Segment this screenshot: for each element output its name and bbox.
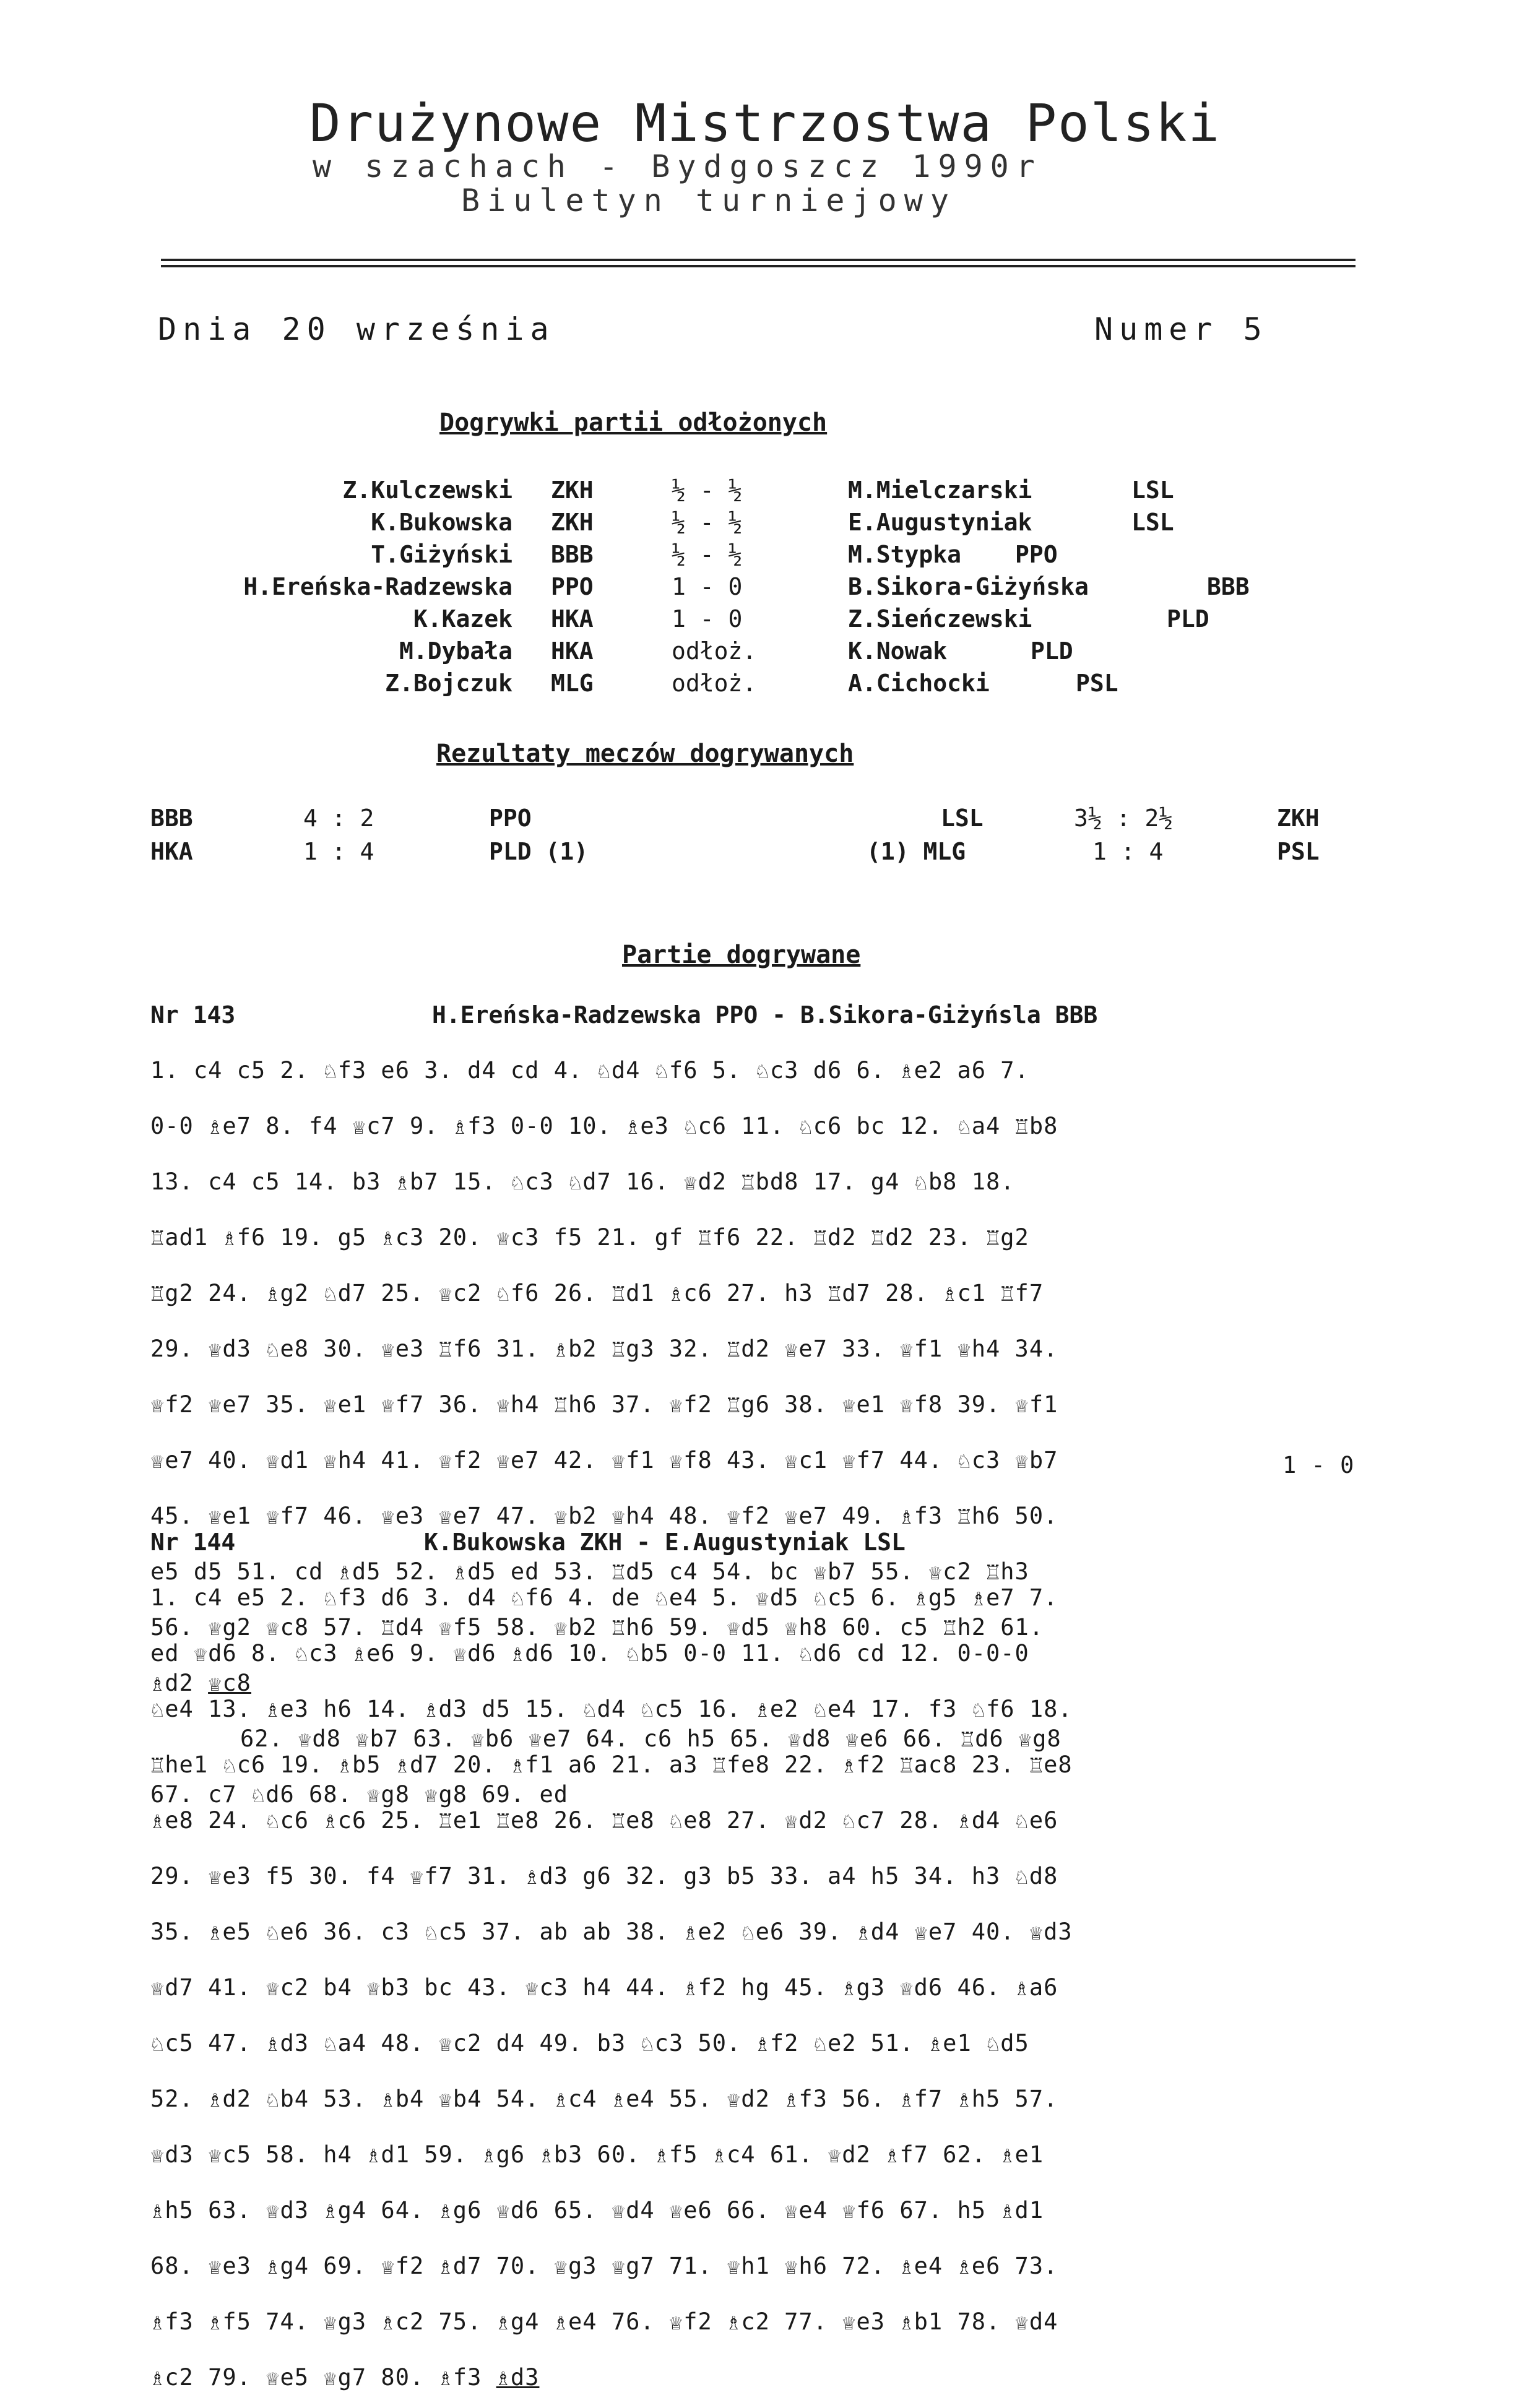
sealed-move: ♗d3 bbox=[496, 2364, 540, 2391]
adjourned-white-player: Z.Kulczewski bbox=[342, 477, 512, 504]
adjourned-black-player: K.Nowak bbox=[848, 637, 948, 665]
move-line: ♗c2 79. ♕e5 ♕g7 80. ♗f3 ♗d3 bbox=[150, 2364, 540, 2391]
move-line: ♖ad1 ♗f6 19. g5 ♗c3 20. ♕c3 f5 21. gf ♖f6 22. ♖d2 ♖d2 23. ♖g2 bbox=[150, 1224, 1029, 1251]
match-score: 3½ : 2½ bbox=[1074, 805, 1174, 832]
sealed-move: ♕c8 bbox=[208, 1670, 251, 1696]
adjourned-result: ½ - ½ bbox=[672, 541, 743, 568]
game-players: H.Ereńska-Radzewska PPO - B.Sikora-Giżyńsla BBB bbox=[432, 1001, 1098, 1029]
adjourned-black-team: LSL bbox=[1131, 509, 1174, 536]
move-line: ♕d3 ♕c5 58. h4 ♗d1 59. ♗g6 ♗b3 60. ♗f5 ♗c4 61. ♕d2 ♗f7 62. ♗e1 bbox=[150, 2141, 1044, 2168]
adjourned-result: odłoż. bbox=[672, 670, 757, 697]
move-line: ♗f3 ♗f5 74. ♕g3 ♗c2 75. ♗g4 ♗e4 76. ♕f2 ♗c2 77. ♕e3 ♗b1 78. ♕d4 bbox=[150, 2308, 1058, 2335]
adjourned-black-player: B.Sikora-Giżyńska bbox=[848, 573, 1089, 600]
adjourned-white-team: HKA bbox=[551, 605, 594, 632]
move-line: 52. ♗d2 ♘b4 53. ♗b4 ♕b4 54. ♗c4 ♗e4 55. ♕d2 ♗f3 56. ♗f7 ♗h5 57. bbox=[150, 2086, 1058, 2112]
adjourned-black-team: BBB bbox=[1207, 573, 1250, 600]
adjourned-black-player: M.Stypka bbox=[848, 541, 962, 568]
match-team-d: PSL bbox=[1277, 838, 1320, 865]
issue-number: Numer 5 bbox=[1094, 311, 1268, 347]
move-line: e5 d5 51. cd ♗d5 52. ♗d5 ed 53. ♖d5 c4 54. bc ♕b7 55. ♕c2 ♖h3 bbox=[150, 1558, 1029, 1585]
move-line: 62. ♕d8 ♕b7 63. ♕b6 ♕e7 64. c6 h5 65. ♕d8 ♕e6 66. ♖d6 ♕g8 bbox=[240, 1725, 1062, 1752]
adjourned-black-player: A.Cichocki bbox=[848, 670, 990, 697]
issue-date: Dnia 20 września bbox=[158, 311, 555, 347]
adjourned-black-team: PPO bbox=[1015, 541, 1058, 568]
adjourned-white-player: K.Bukowska bbox=[371, 509, 512, 536]
move-line: 35. ♗e5 ♘e6 36. c3 ♘c5 37. ab ab 38. ♗e2 ♘e6 39. ♗d4 ♕e7 40. ♕d3 bbox=[150, 1918, 1073, 1945]
move-line: ♗h5 63. ♕d3 ♗g4 64. ♗g6 ♕d6 65. ♕d4 ♕e6 66. ♕e4 ♕f6 67. h5 ♗d1 bbox=[150, 2197, 1044, 2224]
move-line: 68. ♕e3 ♗g4 69. ♕f2 ♗d7 70. ♕g3 ♕g7 71. ♕h1 ♕h6 72. ♗e4 ♗e6 73. bbox=[150, 2253, 1058, 2279]
game-number: Nr 143 bbox=[150, 1001, 236, 1029]
matches-heading: Rezultaty meczów dogrywanych bbox=[436, 740, 854, 768]
move-line: 67. c7 ♘d6 68. ♕g8 ♕g8 69. ed bbox=[150, 1781, 569, 1808]
move-line: 0-0 ♗e7 8. f4 ♕c7 9. ♗f3 0-0 10. ♗e3 ♘c6 11. ♘c6 bc 12. ♘a4 ♖b8 bbox=[150, 1113, 1058, 1139]
move-line: ♕f2 ♕e7 35. ♕e1 ♕f7 36. ♕h4 ♖h6 37. ♕f2 ♖g6 38. ♕e1 ♕f8 39. ♕f1 bbox=[150, 1391, 1058, 1418]
adjourned-white-team: HKA bbox=[551, 637, 594, 665]
match-team-a: BBB bbox=[150, 805, 193, 832]
adjourned-result: 1 - 0 bbox=[672, 573, 743, 600]
bulletin-subtitle-type: Biuletyn turniejowy bbox=[461, 183, 956, 218]
bulletin-title: Drużynowe Mistrzostwa Polski bbox=[309, 93, 1221, 153]
adjourned-white-player: Z.Bojczuk bbox=[385, 670, 512, 697]
adjourned-black-player: Z.Sieńczewski bbox=[848, 605, 1032, 632]
move-line: 13. c4 c5 14. b3 ♗b7 15. ♘c3 ♘d7 16. ♕d2 ♖bd8 17. g4 ♘b8 18. bbox=[150, 1168, 1015, 1195]
move-line: ♗d2 ♕c8 bbox=[150, 1670, 251, 1696]
adjourned-heading: Dogrywki partii odłożonych bbox=[439, 408, 828, 437]
adjourned-result: ½ - ½ bbox=[672, 477, 743, 504]
move-line: ♕d7 41. ♕c2 b4 ♕b3 bc 43. ♕c3 h4 44. ♗f2 hg 45. ♗g3 ♕d6 46. ♗a6 bbox=[150, 1974, 1058, 2001]
adjourned-white-team: MLG bbox=[551, 670, 594, 697]
adjourned-white-team: BBB bbox=[551, 541, 594, 568]
adjourned-black-team: PLD bbox=[1031, 637, 1073, 665]
move-line: 29. ♕d3 ♘e8 30. ♕e3 ♖f6 31. ♗b2 ♖g3 32. ♖d2 ♕e7 33. ♕f1 ♕h4 34. bbox=[150, 1336, 1058, 1362]
bulletin-subtitle-location: w szachach - Bydgoszcz 1990r bbox=[313, 149, 1042, 184]
move-line: 45. ♕e1 ♕f7 46. ♕e3 ♕e7 47. ♕b2 ♕h4 48. ♕f2 ♕e7 49. ♗f3 ♖h6 50. bbox=[150, 1503, 1058, 1529]
header-divider-bottom bbox=[161, 265, 1356, 267]
adjourned-white-player: H.Ereńska-Radzewska bbox=[243, 573, 512, 600]
move-line: ♖g2 24. ♗g2 ♘d7 25. ♕c2 ♘f6 26. ♖d1 ♗c6 27. h3 ♖d7 28. ♗c1 ♖f7 bbox=[150, 1280, 1044, 1306]
adjourned-white-player: T.Giżyński bbox=[371, 541, 512, 568]
adjourned-black-team: PSL bbox=[1076, 670, 1118, 697]
move-line: ♘c5 47. ♗d3 ♘a4 48. ♕c2 d4 49. b3 ♘c3 50. ♗f2 ♘e2 51. ♗e1 ♘d5 bbox=[150, 2030, 1029, 2056]
match-team-b: PPO bbox=[489, 805, 532, 832]
match-team-c: LSL bbox=[941, 805, 984, 832]
header-divider-top bbox=[161, 259, 1356, 261]
games-heading: Partie dogrywane bbox=[622, 941, 861, 969]
adjourned-black-player: E.Augustyniak bbox=[848, 509, 1032, 536]
move-line: ♘e4 13. ♗e3 h6 14. ♗d3 d5 15. ♘d4 ♘c5 16. ♗e2 ♘e4 17. f3 ♘f6 18. bbox=[150, 1696, 1073, 1722]
adjourned-black-team: LSL bbox=[1131, 477, 1174, 504]
adjourned-white-player: M.Dybała bbox=[399, 637, 512, 665]
adjourned-white-team: ZKH bbox=[551, 477, 594, 504]
move-line: 29. ♕e3 f5 30. f4 ♕f7 31. ♗d3 g6 32. g3 b5 33. a4 h5 34. h3 ♘d8 bbox=[150, 1863, 1058, 1889]
move-line: ♕e7 40. ♕d1 ♕h4 41. ♕f2 ♕e7 42. ♕f1 ♕f8 43. ♕c1 ♕f7 44. ♘c3 ♕b7 bbox=[150, 1447, 1058, 1474]
move-line: 1. c4 e5 2. ♘f3 d6 3. d4 ♘f6 4. de ♘e4 5. ♕d5 ♘c5 6. ♗g5 ♗e7 7. bbox=[150, 1584, 1058, 1611]
game-number: Nr 144 bbox=[150, 1529, 236, 1556]
move-line: ed ♕d6 8. ♘c3 ♗e6 9. ♕d6 ♗d6 10. ♘b5 0-0 11. ♘d6 cd 12. 0-0-0 bbox=[150, 1640, 1029, 1667]
game-players: K.Bukowska ZKH - E.Augustyniak LSL bbox=[424, 1529, 906, 1556]
game-moves bbox=[150, 1561, 1388, 2408]
move-line: ♗e8 24. ♘c6 ♗c6 25. ♖e1 ♖e8 26. ♖e8 ♘e8 27. ♕d2 ♘c7 28. ♗d4 ♘e6 bbox=[150, 1807, 1058, 1834]
match-score: 1 : 4 bbox=[303, 838, 374, 865]
match-score: 1 : 4 bbox=[1092, 838, 1164, 865]
move-line: ♖he1 ♘c6 19. ♗b5 ♗d7 20. ♗f1 a6 21. a3 ♖fe8 22. ♗f2 ♖ac8 23. ♖e8 bbox=[150, 1751, 1073, 1778]
adjourned-result: 1 - 0 bbox=[672, 605, 743, 632]
adjourned-white-team: ZKH bbox=[551, 509, 594, 536]
adjourned-result: odłoż. bbox=[672, 637, 757, 665]
match-team-a: HKA bbox=[150, 838, 193, 865]
match-score: 4 : 2 bbox=[303, 805, 374, 832]
adjourned-black-team: PLD bbox=[1167, 605, 1209, 632]
adjourned-black-player: M.Mielczarski bbox=[848, 477, 1032, 504]
game-result: 1 - 0 bbox=[1282, 1452, 1355, 1478]
adjourned-white-player: K.Kazek bbox=[413, 605, 512, 632]
move-line: 1. c4 c5 2. ♘f3 e6 3. d4 cd 4. ♘d4 ♘f6 5. ♘c3 d6 6. ♗e2 a6 7. bbox=[150, 1057, 1029, 1084]
match-team-d: ZKH bbox=[1277, 805, 1320, 832]
adjourned-white-team: PPO bbox=[551, 573, 594, 600]
match-team-b: PLD (1) bbox=[489, 838, 589, 865]
match-team-c: (1) MLG bbox=[867, 838, 966, 865]
move-line: 56. ♕g2 ♕c8 57. ♖d4 ♕f5 58. ♕b2 ♖h6 59. ♕d5 ♕h8 60. c5 ♖h2 61. bbox=[150, 1614, 1044, 1641]
adjourned-result: ½ - ½ bbox=[672, 509, 743, 536]
